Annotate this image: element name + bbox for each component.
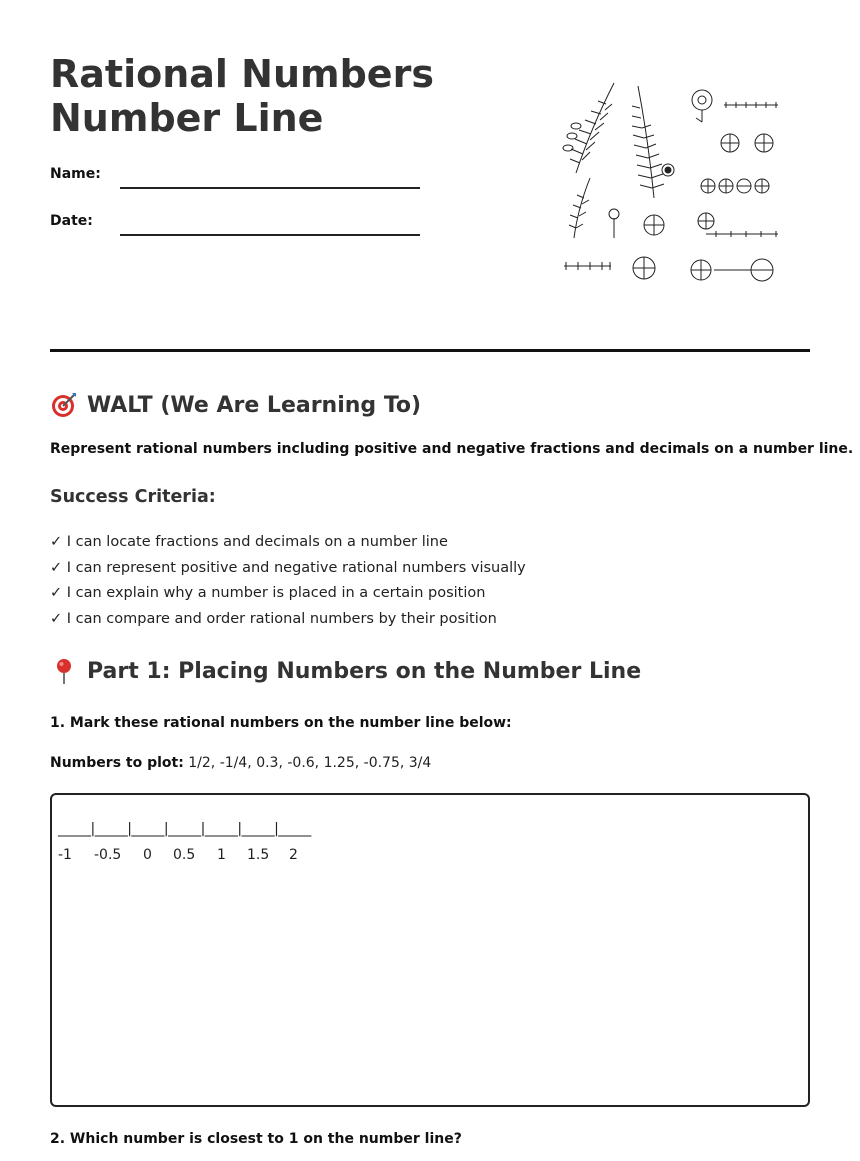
header-divider	[50, 349, 810, 352]
success-criteria-heading: Success Criteria:	[50, 487, 216, 507]
walt-heading-text: WALT (We Are Learning To)	[87, 392, 422, 418]
criteria-item: ✓ I can locate fractions and decimals on a number line	[50, 534, 448, 550]
tick-label: 2	[289, 847, 298, 863]
criteria-item: ✓ I can explain why a number is placed in a certain position	[50, 585, 486, 602]
tick-label: 0	[143, 847, 152, 863]
criteria-item: ✓ I can represent positive and negative rational numbers visually	[50, 559, 526, 576]
tick-label: -0.5	[94, 847, 122, 863]
date-label: Date:	[50, 213, 93, 229]
numbers-to-plot-values: 1/2, -1/4, 0.3, -0.6, 1.25, -0.75, 3/4	[183, 755, 432, 771]
success-criteria-list	[50, 531, 526, 634]
target-icon	[50, 391, 78, 419]
tick-label: -1	[58, 847, 72, 863]
part1-heading-text: Part 1: Placing Numbers on the Number Line	[87, 658, 642, 684]
pin-icon	[50, 657, 78, 685]
tick-label: 1.5	[247, 847, 270, 863]
page-title	[50, 52, 434, 140]
numbers-to-plot-label: Numbers to plot:	[50, 755, 184, 771]
title-line-1: Rational Numbers	[50, 52, 434, 96]
question-1: 1. Mark these rational numbers on the number line below:	[50, 715, 512, 731]
name-label: Name:	[50, 166, 101, 182]
numbers-to-plot	[50, 755, 431, 771]
number-line: _____|_____|_____|_____|_____|_____|_____	[58, 821, 311, 837]
question-2: 2. Which number is closest to 1 on the number line?	[50, 1131, 462, 1147]
walt-statement: Represent rational numbers including positive and negative fractions and decimals on a number line.	[50, 441, 854, 457]
name-field[interactable]	[120, 187, 420, 189]
date-field[interactable]	[120, 234, 420, 236]
number-line-answer-box[interactable]	[50, 793, 810, 1107]
title-line-2: Number Line	[50, 96, 324, 140]
tick-label: 1	[217, 847, 226, 863]
criteria-item: ✓ I can compare and order rational numbers by their position	[50, 611, 497, 628]
walt-heading	[50, 391, 421, 419]
tick-label: 0.5	[173, 847, 196, 863]
part1-heading	[50, 657, 641, 685]
botanical-math-illustration	[556, 78, 786, 288]
